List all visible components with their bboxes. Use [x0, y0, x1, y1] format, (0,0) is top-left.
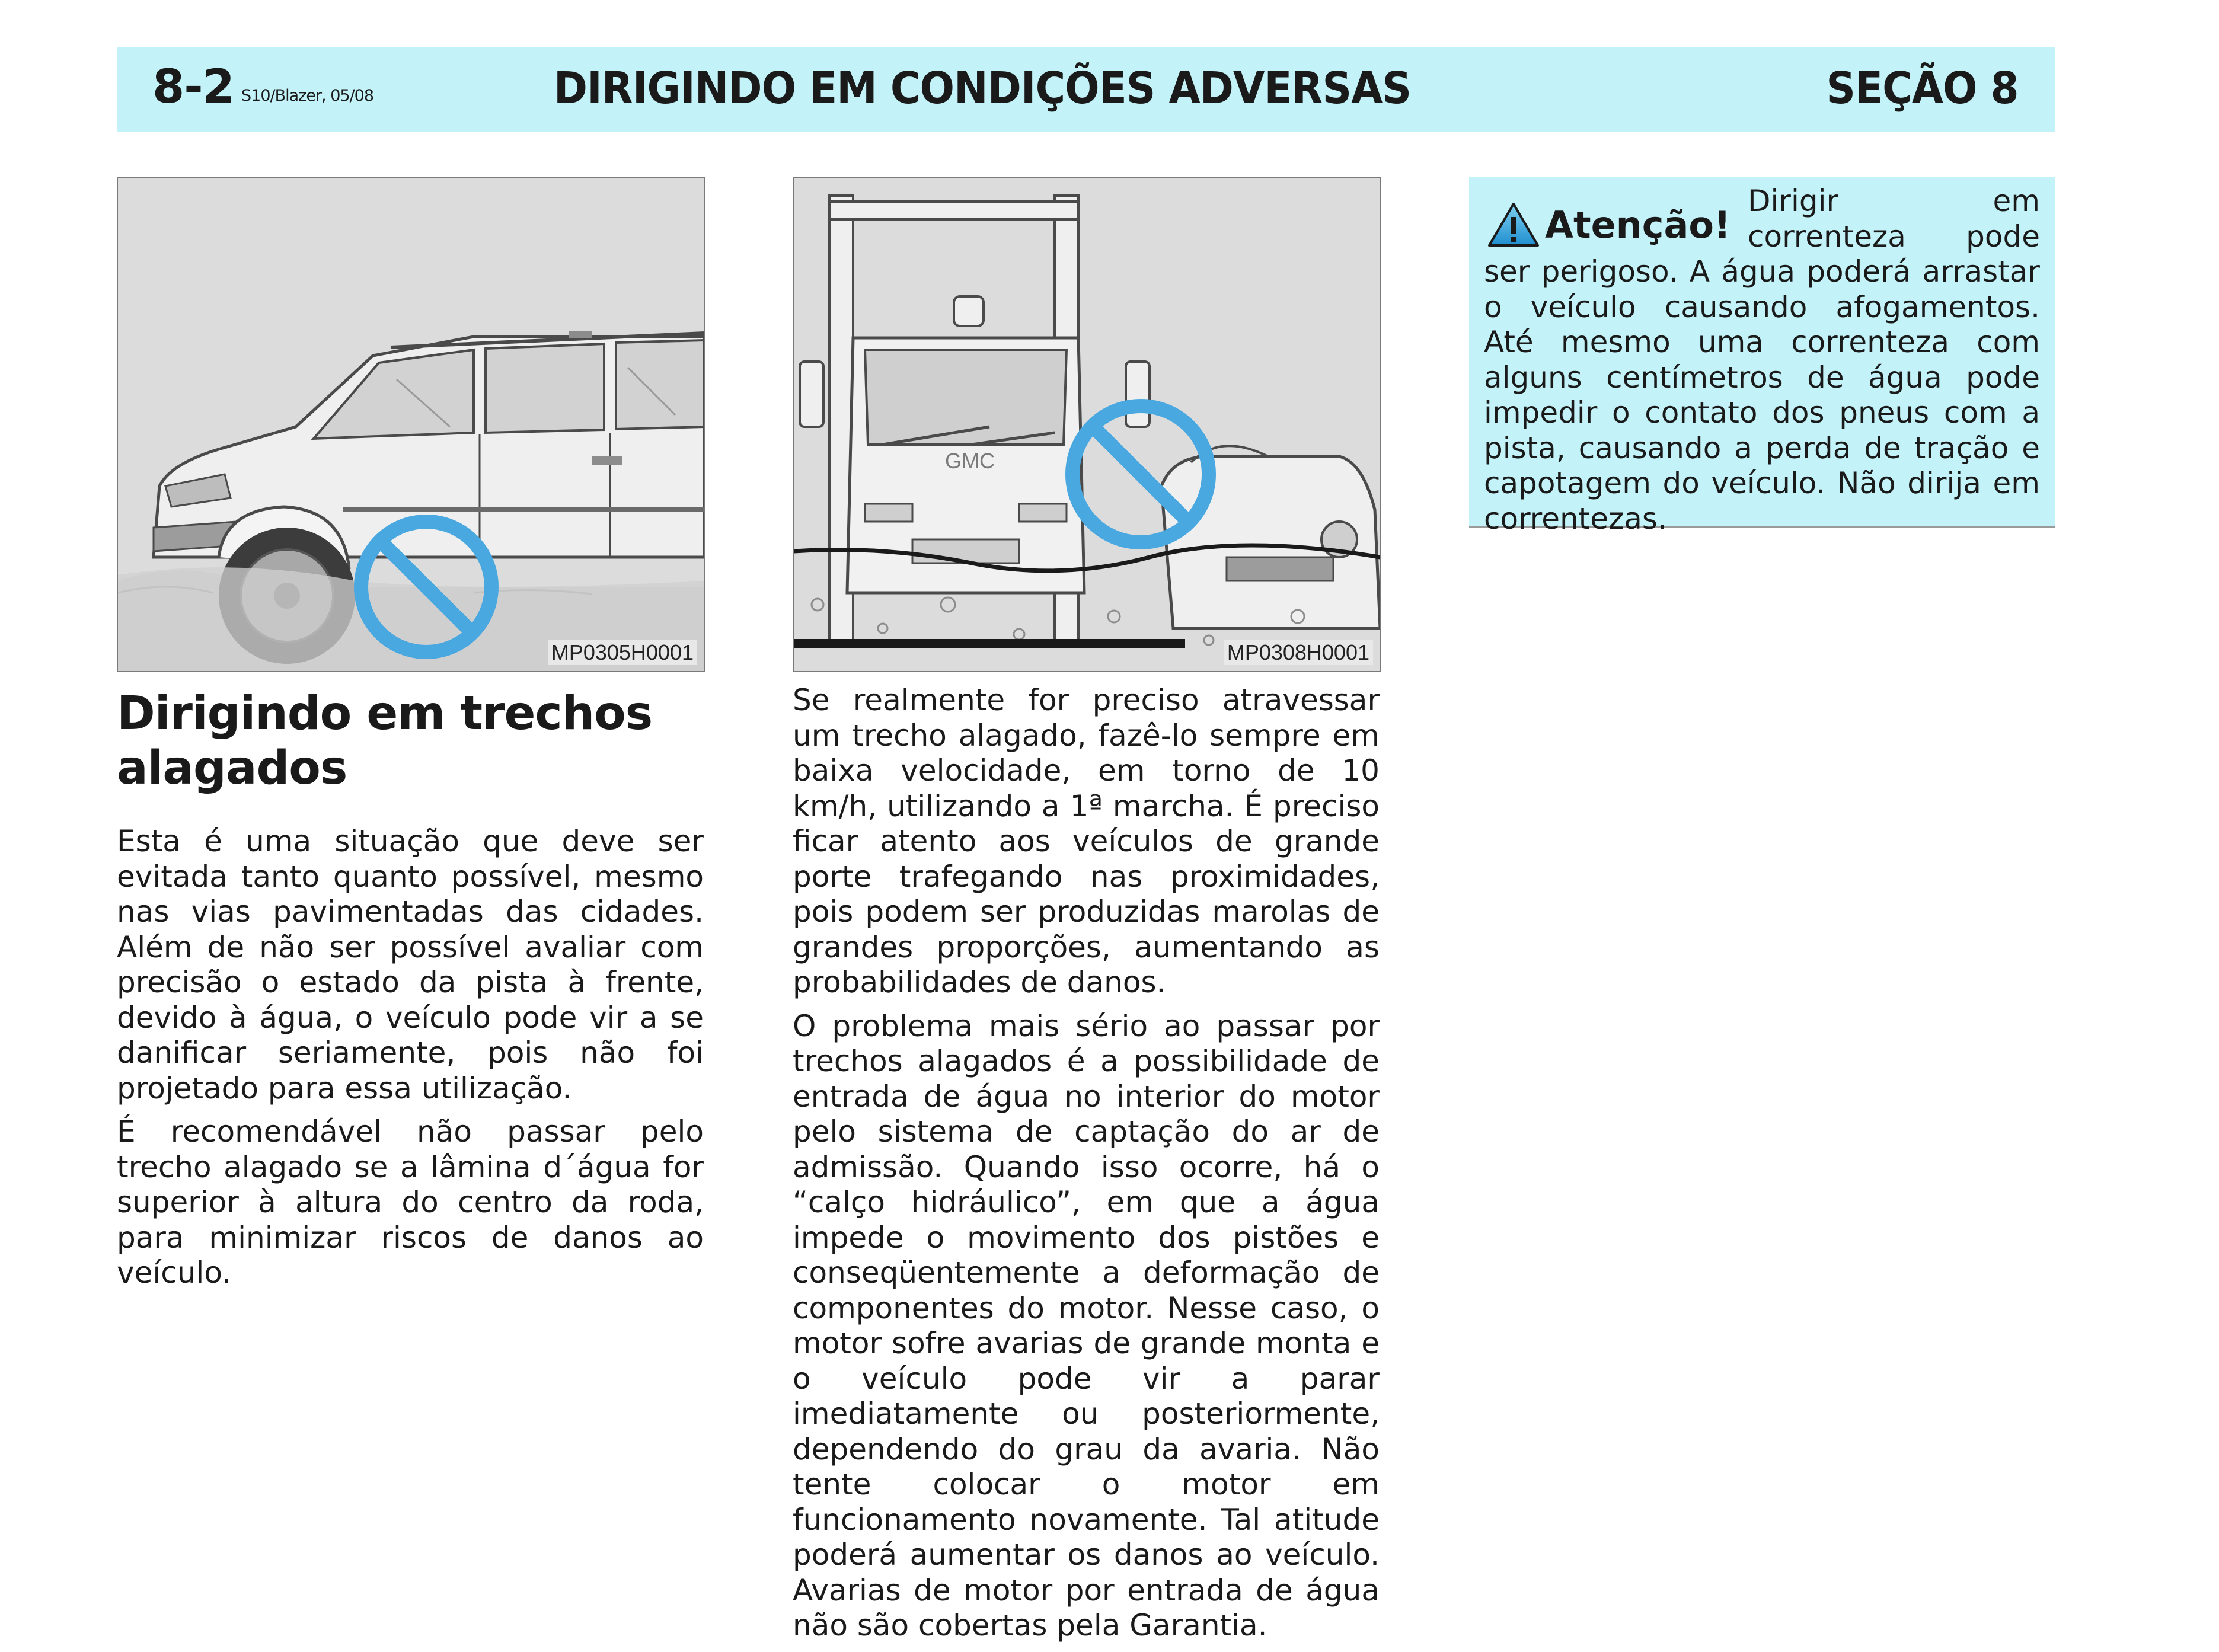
figure-code: MP0308H0001 [1224, 640, 1373, 665]
truck-brand-text: GMC [945, 449, 995, 473]
column-1-text [117, 824, 704, 1299]
model-date: S10/Blazer, 05/08 [241, 87, 374, 105]
section-label: SEÇÃO 8 [1826, 63, 2019, 114]
figure-suv-flooded [117, 177, 705, 672]
column-2-text [793, 683, 1380, 1652]
suv-illustration [118, 178, 704, 671]
warning-triangle-icon [1487, 202, 1540, 248]
chapter-title-text: DIRIGINDO EM CONDIÇÕES ADVERSAS [553, 63, 1412, 114]
warning-label: Atenção! [1545, 203, 1731, 247]
page-header [117, 47, 2055, 132]
warning-box [1469, 177, 2055, 536]
warning-text: Dirigir em correnteza pode ser perigoso. A água poderá arrastar o veículo causando afogamentos. Até mesmo uma correnteza com alguns centímetros de água pode impedir o contato dos pneus com a pista, causando a perda de tração e capotagem do veículo. Não dirija em correntezas. [1484, 184, 2040, 536]
paragraph: O problema mais sério ao passar por trechos alagados é a possibilidade de entrada de água no interior do motor pelo sistema de captação do ar de admissão. Quando isso ocorre, há o “calço hidráulico”, em que a água impede o movimento dos pistões e conseqüentemente a deformação de componentes do motor. Nesse caso, o motor sofre avarias de grande monta e o veículo pode vir a parar imediatamente ou posteriormente, dependendo do grau da avaria. Não tente colocar o motor em funcionamento novamente. Tal atitude poderá aumentar os danos ao veículo. Avarias de motor por entrada de água não são cobertas pela Garantia. [793, 1008, 1380, 1643]
paragraph: É recomendável não passar pelo trecho alagado se a lâmina d´água for superior à altura do centro da roda, para minimizar riscos de danos ao veículo. [117, 1114, 704, 1290]
warning-head [1487, 202, 1730, 248]
paragraph: Se realmente for preciso atravessar um trecho alagado, fazê-lo sempre em baixa velocidade, em torno de 10 km/h, utilizando a 1ª marcha. É preciso ficar atento aos veículos de grande porte trafegando nas proximidades, pois podem ser produzidas marolas de grandes proporções, aumentando as probabilidades de danos. [793, 683, 1380, 999]
paragraph: Esta é uma situação que deve ser evitada tanto quanto possível, mesmo nas vias pavimentadas das cidades. Além de não ser possível avaliar com precisão o estado da pista à frente, devido à água, o veículo pode vir a se danificar seriamente, pois não foi projetado para essa utilização. [117, 824, 704, 1105]
figure-truck-wave [793, 177, 1381, 672]
figure-code: MP0305H0001 [548, 640, 697, 665]
truck-illustration [794, 178, 1380, 671]
page-number: 8-2 [152, 60, 234, 114]
section-heading: Dirigindo em trechos alagados [117, 687, 653, 795]
chapter-title [177, 63, 1980, 114]
